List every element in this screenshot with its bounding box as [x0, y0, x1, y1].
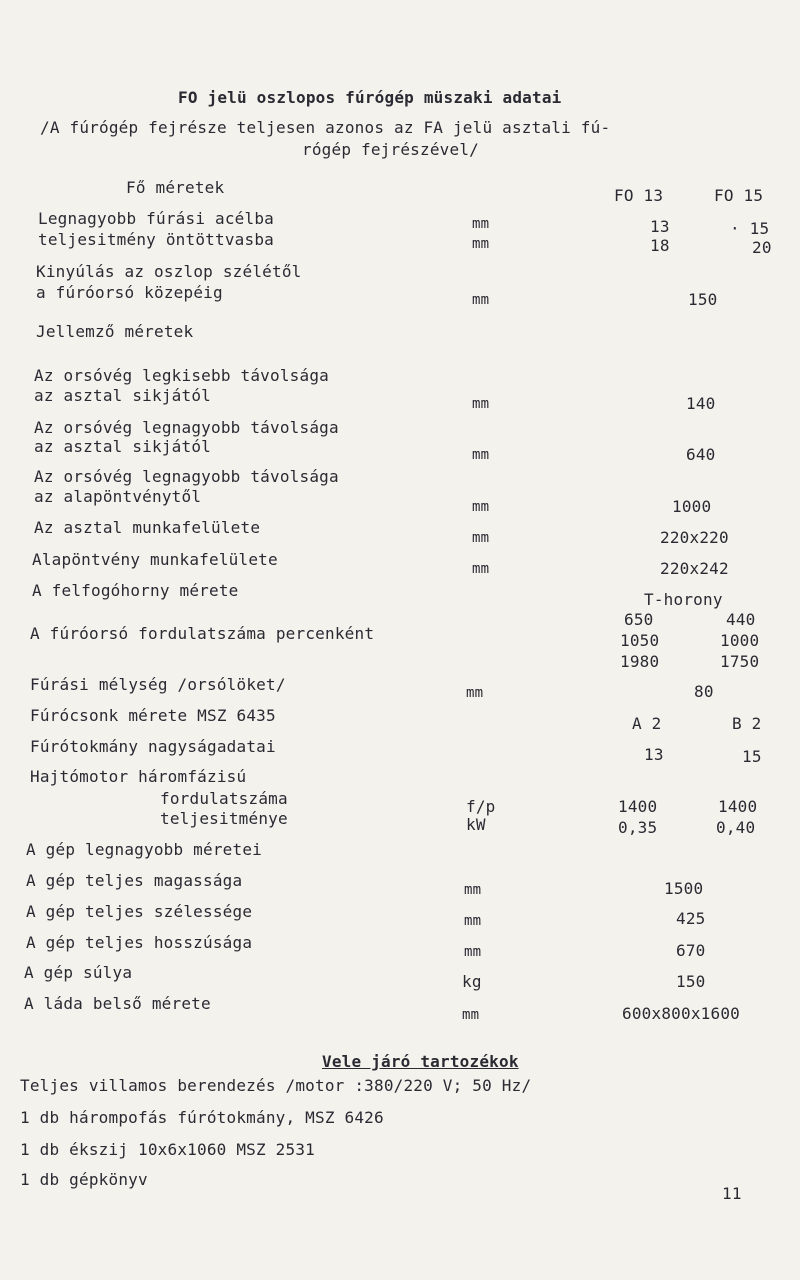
subtitle-line-1: /A fúrógép fejrésze teljesen azonos az FA jelü asztali fú- [40, 118, 611, 137]
spindle-speed-fo15-1: 440 [726, 610, 756, 629]
machine-length-label: A gép teljes hosszúsága [26, 933, 253, 952]
min-distance-unit: mm [472, 396, 490, 412]
motor-speed-fo15: 1400 [718, 797, 758, 816]
max-distance-label-2: az asztal sikjától [34, 437, 211, 456]
motor-power-unit: kW [466, 815, 486, 834]
accessory-item-3: 1 db ékszij 10x6x1060 MSZ 2531 [20, 1140, 315, 1159]
crate-size-unit: mm [462, 1007, 480, 1023]
drilling-depth-label: Fúrási mélység /orsólöket/ [30, 675, 286, 694]
max-distance-value: 640 [686, 445, 716, 464]
min-distance-label-1: Az orsóvég legkisebb távolsága [34, 366, 329, 385]
spindle-speed-fo13-1: 650 [624, 610, 654, 629]
drill-capacity-label-2: teljesitmény öntöttvasba [38, 230, 274, 249]
spindle-speed-fo15-3: 1750 [720, 652, 760, 671]
base-surface-label: Alapöntvény munkafelülete [32, 550, 278, 569]
min-distance-label-2: az asztal sikjától [34, 386, 211, 405]
slot-size-value: T-horony [644, 590, 723, 609]
reach-label-1: Kinyúlás az oszlop szélétől [36, 262, 302, 281]
shank-size-label: Fúrócsonk mérete MSZ 6435 [30, 706, 276, 725]
drill-capacity-fo15-steel: · 15 [730, 219, 770, 238]
section-main-dimensions: Fő méretek [126, 178, 225, 197]
machine-weight-unit: kg [462, 972, 482, 991]
drill-capacity-fo15-cast: 20 [752, 238, 772, 257]
crate-size-value: 600x800x1600 [622, 1004, 740, 1023]
reach-unit: mm [472, 292, 490, 308]
spindle-speed-fo13-2: 1050 [620, 631, 660, 650]
column-header-fo15: FO 15 [714, 186, 764, 205]
machine-width-unit: mm [464, 913, 482, 929]
motor-power-fo13: 0,35 [618, 818, 658, 837]
max-distance-label-1: Az orsóvég legnagyobb távolsága [34, 418, 339, 437]
accessory-item-2: 1 db hárompofás fúrótokmány, MSZ 6426 [20, 1108, 384, 1127]
drilling-depth-unit: mm [466, 685, 484, 701]
chuck-size-fo13: 13 [644, 745, 664, 764]
drill-capacity-unit-2: mm [472, 236, 490, 252]
machine-height-label: A gép teljes magassága [26, 871, 243, 890]
accessory-item-1: Teljes villamos berendezés /motor :380/220 V; 50 Hz/ [20, 1076, 532, 1095]
motor-speed-unit: f/p [466, 797, 496, 816]
machine-length-value: 670 [676, 941, 706, 960]
reach-label-2: a fúróorsó közepéig [36, 283, 223, 302]
document-title: FO jelü oszlopos fúrógép müszaki adatai [178, 88, 562, 107]
reach-value: 150 [688, 290, 718, 309]
drill-capacity-unit-1: mm [472, 216, 490, 232]
motor-speed-fo13: 1400 [618, 797, 658, 816]
drilling-depth-value: 80 [694, 682, 714, 701]
subtitle-line-2: rógép fejrészével/ [302, 140, 479, 159]
motor-power-label: teljesitménye [160, 809, 288, 828]
shank-size-fo13: A 2 [632, 714, 662, 733]
base-surface-value: 220x242 [660, 559, 729, 578]
crate-size-label: A láda belső mérete [24, 994, 211, 1013]
table-surface-label: Az asztal munkafelülete [34, 518, 261, 537]
max-base-distance-unit: mm [472, 499, 490, 515]
max-base-distance-label-2: az alapöntvénytől [34, 487, 202, 506]
chuck-size-fo15: 15 [742, 747, 762, 766]
spindle-speed-label: A fúróorsó fordulatszáma percenként [30, 624, 375, 643]
base-surface-unit: mm [472, 561, 490, 577]
slot-size-label: A felfogóhorny mérete [32, 581, 239, 600]
machine-height-unit: mm [464, 882, 482, 898]
page-number: 11 [722, 1184, 742, 1203]
drill-capacity-fo13-steel: 13 [650, 217, 670, 236]
max-distance-unit: mm [472, 447, 490, 463]
table-surface-unit: mm [472, 530, 490, 546]
max-base-distance-value: 1000 [672, 497, 712, 516]
machine-width-label: A gép teljes szélessége [26, 902, 253, 921]
motor-power-fo15: 0,40 [716, 818, 756, 837]
drill-capacity-label-1: Legnagyobb fúrási acélba [38, 209, 274, 228]
machine-weight-value: 150 [676, 972, 706, 991]
machine-length-unit: mm [464, 944, 482, 960]
machine-height-value: 1500 [664, 879, 704, 898]
table-surface-value: 220x220 [660, 528, 729, 547]
min-distance-value: 140 [686, 394, 716, 413]
machine-width-value: 425 [676, 909, 706, 928]
motor-label: Hajtómotor háromfázisú [30, 767, 247, 786]
drill-capacity-fo13-cast: 18 [650, 236, 670, 255]
accessories-heading: Vele járó tartozékok [322, 1052, 519, 1071]
machine-dimensions-label: A gép legnagyobb méretei [26, 840, 262, 859]
spindle-speed-fo13-3: 1980 [620, 652, 660, 671]
motor-speed-label: fordulatszáma [160, 789, 288, 808]
section-characteristic-dimensions: Jellemző méretek [36, 322, 194, 341]
shank-size-fo15: B 2 [732, 714, 762, 733]
column-header-fo13: FO 13 [614, 186, 664, 205]
chuck-size-label: Fúrótokmány nagyságadatai [30, 737, 276, 756]
max-base-distance-label-1: Az orsóvég legnagyobb távolsága [34, 467, 339, 486]
accessory-item-4: 1 db gépkönyv [20, 1170, 148, 1189]
spindle-speed-fo15-2: 1000 [720, 631, 760, 650]
machine-weight-label: A gép súlya [24, 963, 133, 982]
